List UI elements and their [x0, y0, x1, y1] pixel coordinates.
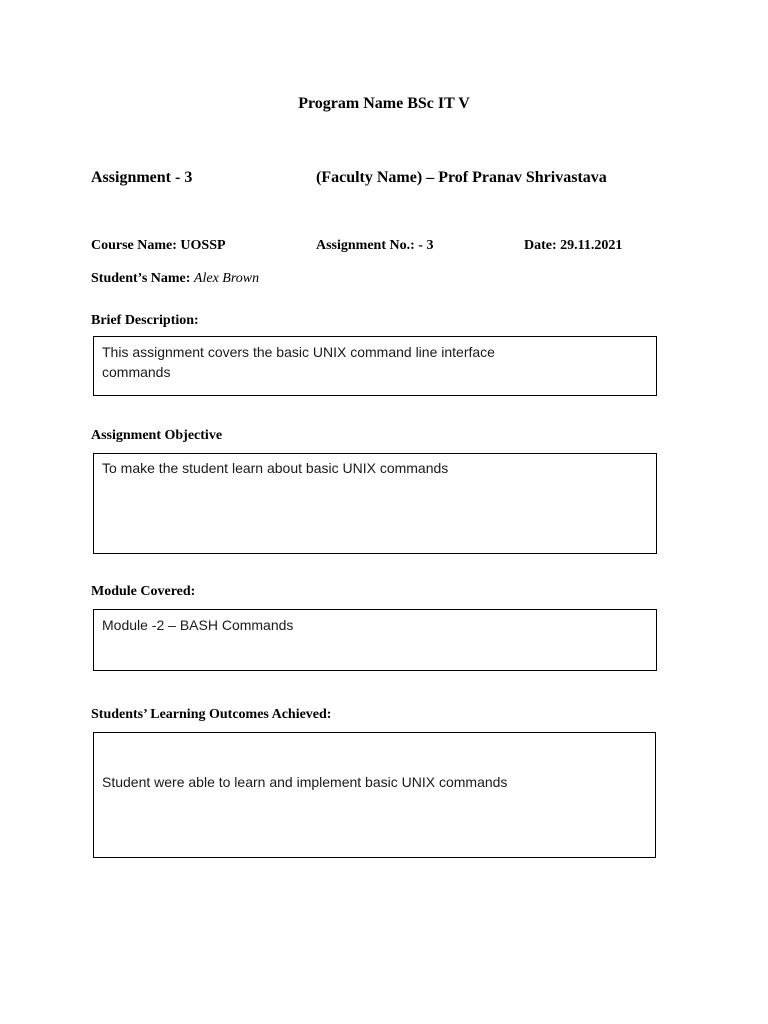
student-name-value: Alex Brown [193, 271, 260, 286]
faculty-label: (Faculty Name) – Prof Pranav Shrivastava [316, 169, 607, 186]
assignment-objective-label: Assignment Objective [91, 428, 223, 443]
learning-outcomes-text: Student were able to learn and implement basic UNIX commands [102, 774, 508, 790]
brief-description-label: Brief Description: [91, 313, 199, 328]
assignment-objective-text: To make the student learn about basic UNIX commands [102, 460, 449, 476]
assignment-date: Date: 29.11.2021 [524, 238, 623, 253]
module-covered-box [93, 609, 657, 671]
assignment-objective-box [93, 453, 657, 554]
module-covered-label: Module Covered: [91, 584, 196, 599]
learning-outcomes-label: Students’ Learning Outcomes Achieved: [91, 707, 332, 722]
learning-outcomes-box [93, 732, 656, 858]
module-covered-text: Module -2 – BASH Commands [102, 617, 294, 633]
assignment-label: Assignment - 3 [91, 169, 193, 186]
brief-description-box [93, 336, 657, 396]
program-title: Program Name BSc IT V [298, 95, 470, 112]
brief-description-text: This assignment covers the basic UNIX command line interface commands [102, 344, 495, 380]
student-name-label: Student’s Name: [91, 271, 191, 286]
assignment-number: Assignment No.: - 3 [316, 238, 434, 253]
student-name-line [91, 271, 259, 287]
course-name: Course Name: UOSSP [91, 238, 226, 253]
